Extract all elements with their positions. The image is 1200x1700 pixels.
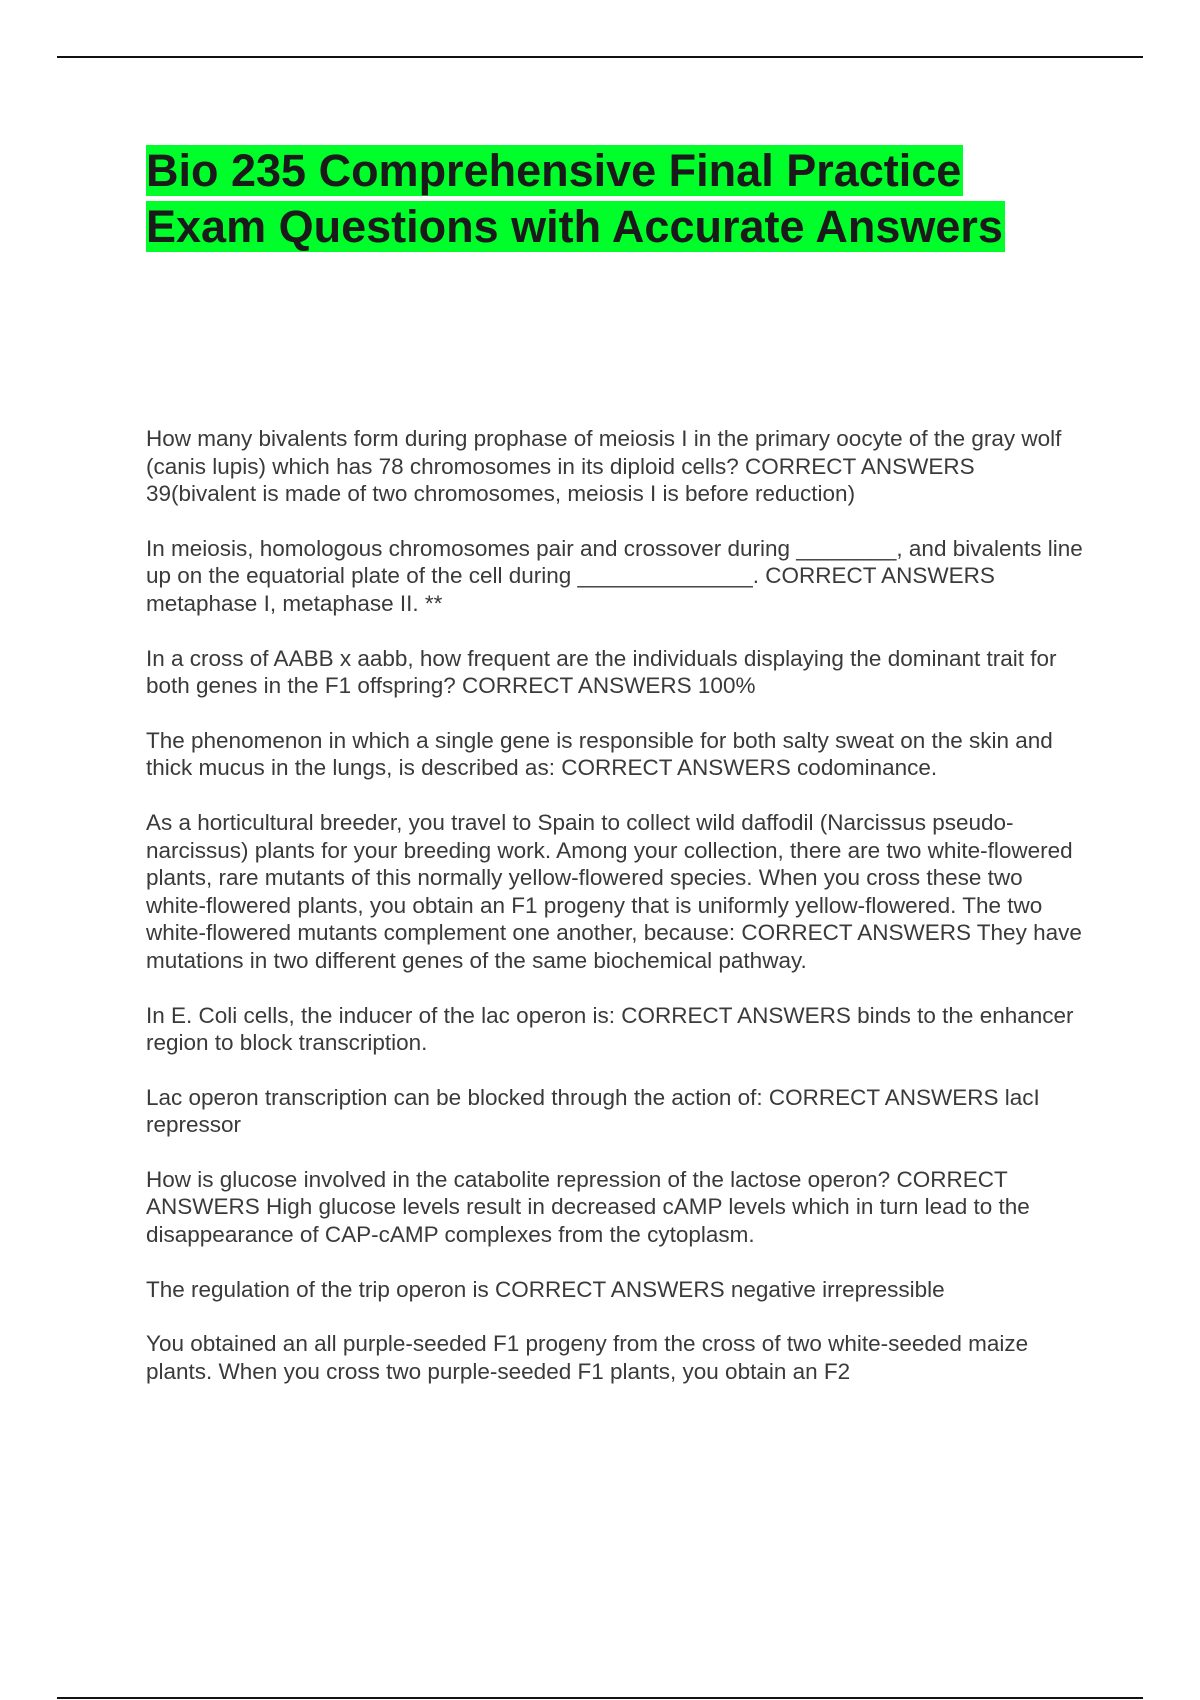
qa-item: Lac operon transcription can be blocked through the action of: CORRECT ANSWERS lacI repressor: [146, 1084, 1040, 1138]
bottom-rule: [57, 1697, 1143, 1699]
document-title: [146, 143, 1106, 255]
qa-item: In E. Coli cells, the inducer of the lac operon is: CORRECT ANSWERS binds to the enhancer region to block transcription.: [146, 1002, 1074, 1056]
title-line-2: Exam Questions with Accurate Answers: [146, 201, 1003, 252]
qa-item: The regulation of the trip operon is CORRECT ANSWERS negative irrepressible: [146, 1276, 945, 1302]
title-line-1: Bio 235 Comprehensive Final Practice: [146, 145, 962, 196]
qa-item: The phenomenon in which a single gene is responsible for both salty sweat on the skin and thick mucus in the lungs, is described as: CORRECT ANSWERS codominance.: [146, 727, 1053, 781]
qa-item: As a horticultural breeder, you travel to Spain to collect wild daffodil (Narcissus pseudo-narcissus) plants for your breeding work. Among your collection, there are two white-flowered plants, rare mutants of this normally yellow-flowered species. When you cross these two white-flowered plants, you obtain an F1 progeny that is uniformly yellow-flowered. The two white-flowered mutants complement one another, because: CORRECT ANSWERS They have mutations in two different genes of the same biochemical pathway.: [146, 809, 1082, 973]
question-list: [146, 425, 1086, 1412]
qa-item: In a cross of AABB x aabb, how frequent are the individuals displaying the dominant trait for both genes in the F1 offspring? CORRECT ANSWERS 100%: [146, 645, 1057, 699]
qa-item: In meiosis, homologous chromosomes pair and crossover during ________, and bivalents line up on the equatorial plate of the cell during ______________. CORRECT ANSWERS metaphase I, metaphase II. **: [146, 535, 1083, 616]
qa-item: How many bivalents form during prophase of meiosis I in the primary oocyte of the gray wolf (canis lupis) which has 78 chromosomes in its diploid cells? CORRECT ANSWERS 39(bivalent is made of two chromosomes, meiosis I is before reduction): [146, 426, 1062, 507]
qa-item: How is glucose involved in the catabolite repression of the lactose operon? CORRECT ANSWERS High glucose levels result in decreased cAMP levels which in turn lead to the disappearance of CAP-cAMP complexes from the cytoplasm.: [146, 1166, 1030, 1248]
qa-item: You obtained an all purple-seeded F1 progeny from the cross of two white-seeded maize plants. When you cross two purple-seeded F1 plants, you obtain an F2: [146, 1331, 1029, 1384]
top-rule: [57, 56, 1143, 58]
